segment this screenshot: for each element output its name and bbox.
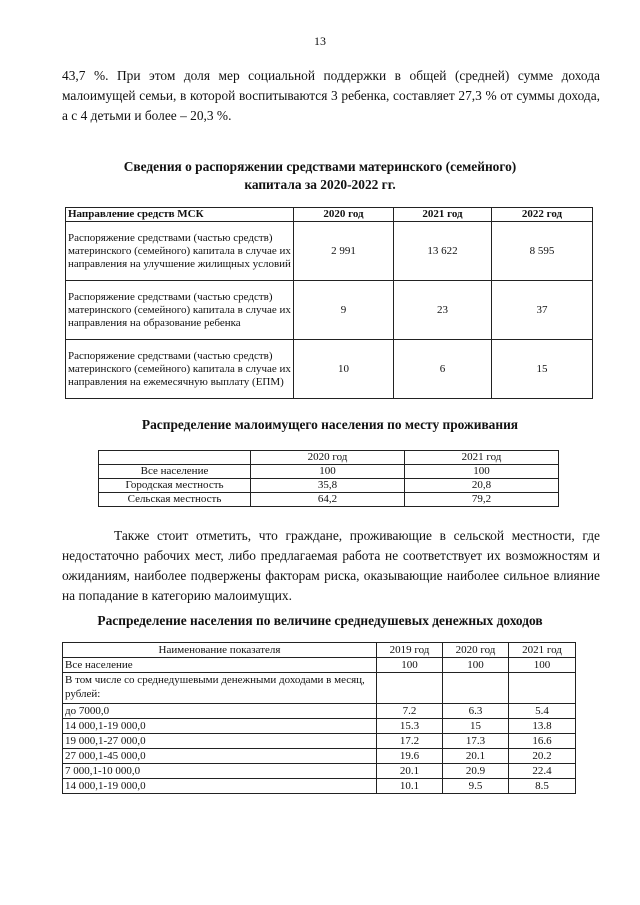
income-cell: 17.3 xyxy=(443,734,509,749)
income-row-label: 27 000,1-45 000,0 xyxy=(63,749,377,764)
income-cell: 22.4 xyxy=(509,764,576,779)
income-header-2020: 2020 год xyxy=(443,643,509,658)
income-cell: 100 xyxy=(509,658,576,673)
income-cell: 6.3 xyxy=(443,704,509,719)
table-row xyxy=(66,281,593,340)
income-cell: 16.6 xyxy=(509,734,576,749)
table-row xyxy=(63,673,576,704)
income-table xyxy=(62,642,576,794)
income-cell: 10.1 xyxy=(377,779,443,794)
residence-cell: 79,2 xyxy=(405,493,559,507)
income-cell: 7.2 xyxy=(377,704,443,719)
table-row xyxy=(66,222,593,281)
table-row xyxy=(63,719,576,734)
income-cell: 20.9 xyxy=(443,764,509,779)
msk-table xyxy=(65,207,593,399)
msk-table-heading xyxy=(0,158,640,194)
residence-table xyxy=(98,450,559,507)
msk-heading-line-2: капитала за 2020-2022 гг. xyxy=(244,177,396,192)
table-row xyxy=(63,658,576,673)
residence-table-heading: Распределение малоимущего населения по месту проживания xyxy=(141,417,519,432)
income-cell: 20.2 xyxy=(509,749,576,764)
msk-row-label: Распоряжение средствами (частью средств) материнского (семейного) капитала в случае их направления на ежемесячную выплату (ЕПМ) xyxy=(66,340,294,399)
msk-row-label: Распоряжение средствами (частью средств) материнского (семейного) капитала в случае их направления на образование ребенка xyxy=(66,281,294,340)
income-cell: 13.8 xyxy=(509,719,576,734)
income-row-label: до 7000,0 xyxy=(63,704,377,719)
msk-header-direction: Направление средств МСК xyxy=(66,208,294,222)
residence-row-label: Сельская местность xyxy=(99,493,251,507)
table-row xyxy=(63,734,576,749)
income-row-label: 19 000,1-27 000,0 xyxy=(63,734,377,749)
income-row-label: 14 000,1-19 000,0 xyxy=(63,719,377,734)
income-cell xyxy=(509,673,576,704)
income-cell: 17.2 xyxy=(377,734,443,749)
msk-cell: 2 991 xyxy=(294,222,394,281)
table-row xyxy=(63,779,576,794)
residence-header-empty xyxy=(99,451,251,465)
table-row xyxy=(99,465,559,479)
income-cell: 100 xyxy=(443,658,509,673)
residence-header-2020: 2020 год xyxy=(251,451,405,465)
msk-cell: 8 595 xyxy=(492,222,593,281)
msk-row-label: Распоряжение средствами (частью средств) материнского (семейного) капитала в случае их направления на улучшение жилищных условий xyxy=(66,222,294,281)
residence-row-label: Городская местность xyxy=(99,479,251,493)
income-cell: 8.5 xyxy=(509,779,576,794)
income-row-label: 7 000,1-10 000,0 xyxy=(63,764,377,779)
msk-cell: 13 622 xyxy=(394,222,492,281)
income-header-2019: 2019 год xyxy=(377,643,443,658)
page-number: 13 xyxy=(314,34,326,48)
msk-table-header-row xyxy=(66,208,593,222)
residence-header-row xyxy=(99,451,559,465)
msk-cell: 23 xyxy=(394,281,492,340)
residence-cell: 64,2 xyxy=(251,493,405,507)
msk-cell: 6 xyxy=(394,340,492,399)
table-row xyxy=(63,764,576,779)
residence-header-2021: 2021 год xyxy=(405,451,559,465)
income-row-label: Все население xyxy=(63,658,377,673)
income-cell xyxy=(377,673,443,704)
income-cell: 15 xyxy=(443,719,509,734)
income-header-indicator: Наименование показателя xyxy=(63,643,377,658)
income-header-row xyxy=(63,643,576,658)
income-row-label: В том числе со среднедушевыми денежными доходами в месяц, рублей: xyxy=(63,673,377,704)
income-cell: 19.6 xyxy=(377,749,443,764)
income-header-2021: 2021 год xyxy=(509,643,576,658)
msk-header-2020: 2020 год xyxy=(294,208,394,222)
residence-row-label: Все население xyxy=(99,465,251,479)
table-row xyxy=(63,749,576,764)
msk-header-2022: 2022 год xyxy=(492,208,593,222)
msk-cell: 9 xyxy=(294,281,394,340)
msk-heading-line-1: Сведения о распоряжении средствами материнского (семейного) xyxy=(123,159,517,174)
income-cell: 15.3 xyxy=(377,719,443,734)
income-cell xyxy=(443,673,509,704)
residence-cell: 35,8 xyxy=(251,479,405,493)
intro-paragraph: 43,7 %. При этом доля мер социальной поддержки в общей (средней) сумме дохода малоимущей семьи, в которой воспитываются 3 ребенка, составляет 27,3 % от суммы дохода, а с 4 детьми и более – 20,3 %. xyxy=(62,68,600,123)
table-row xyxy=(99,493,559,507)
msk-cell: 15 xyxy=(492,340,593,399)
residence-cell: 100 xyxy=(251,465,405,479)
income-cell: 9.5 xyxy=(443,779,509,794)
msk-cell: 37 xyxy=(492,281,593,340)
residence-cell: 100 xyxy=(405,465,559,479)
table-row xyxy=(63,704,576,719)
income-table-heading: Распределение населения по величине среднедушевых денежных доходов xyxy=(97,613,543,628)
income-cell: 20.1 xyxy=(443,749,509,764)
table-row xyxy=(66,340,593,399)
residence-cell: 20,8 xyxy=(405,479,559,493)
msk-header-2021: 2021 год xyxy=(394,208,492,222)
income-cell: 5.4 xyxy=(509,704,576,719)
income-row-label: 14 000,1-19 000,0 xyxy=(63,779,377,794)
table-row xyxy=(99,479,559,493)
msk-cell: 10 xyxy=(294,340,394,399)
income-cell: 100 xyxy=(377,658,443,673)
rural-paragraph: Также стоит отметить, что граждане, проживающие в сельской местности, где недостаточно рабочих мест, либо предлагаемая работа не соответствует их возможностям и ожиданиям, наиболее подвержены факторам риска, оказывающие наиболее сильное влияние на попадание в категорию малоимущих. xyxy=(62,528,600,603)
income-cell: 20.1 xyxy=(377,764,443,779)
